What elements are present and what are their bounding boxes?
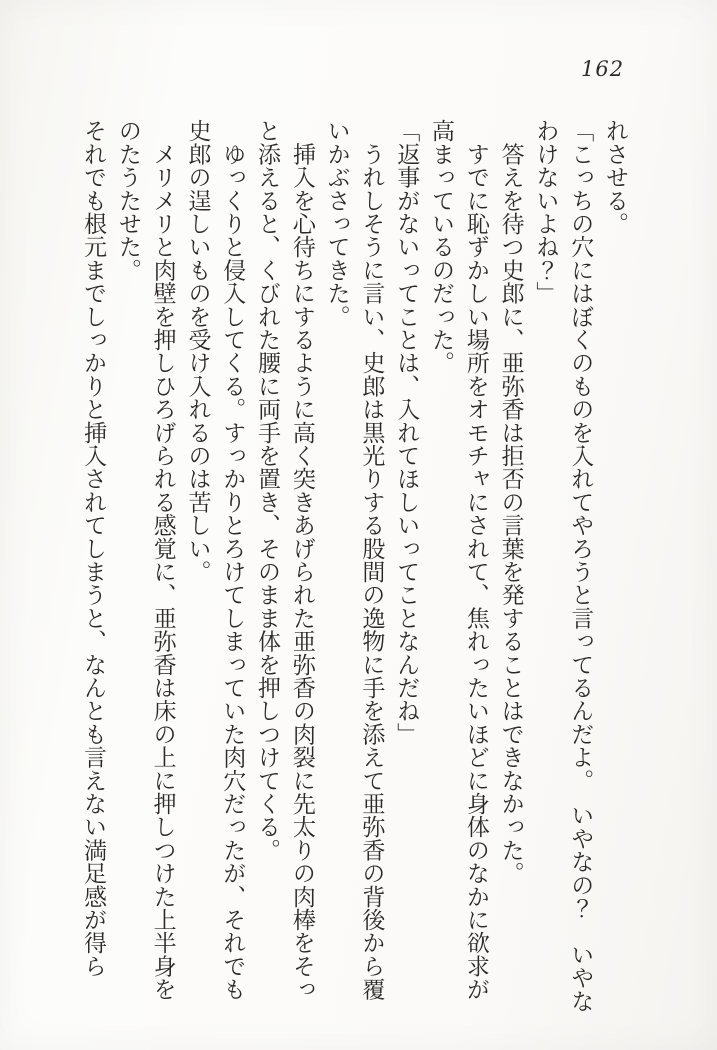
text-line: それでも根元までしっかりと挿入されてしまうと、なんとも言えない満足感が得ら — [80, 119, 107, 978]
text-line: うれしそうに言い、史郎は黒光りする股間の逸物に手を添えて亜弥香の背後から覆 — [358, 119, 385, 1001]
text-line: と添えると、くびれた腰に両手を置き、そのまま体を押しつけてくる。 — [254, 119, 281, 862]
page-number: 162 — [581, 57, 625, 81]
text-line: 「返事がないってことは、入れてほしいってことなんだね」 — [393, 119, 420, 746]
text-line: メリメリと肉壁を押しひろげられる感覚に、亜弥香は床の上に押しつけた上半身を — [149, 119, 176, 1001]
text-line: わけないよね？」 — [532, 119, 559, 305]
text-line: 挿入を心待ちにするように高く突きあげられた亜弥香の肉裂に先太りの肉棒をそっ — [288, 119, 315, 1001]
text-line: 高まっているのだった。 — [428, 119, 455, 375]
text-line: のたうたせた。 — [114, 119, 141, 282]
text-line: 史郎の逞しいものを受け入れるのは苦しい。 — [184, 119, 211, 583]
text-line: れさせる。 — [602, 119, 628, 235]
text-line: ゆっくりと侵入してくる。すっかりとろけてしまっていた肉穴だったが、それでも — [219, 119, 246, 1001]
text-block — [75, 119, 632, 1025]
text-line: いかぶさってきた。 — [323, 119, 350, 328]
text-line: すでに恥ずかしい場所をオモチャにされて、焦れったいほどに身体のなかに欲求が — [462, 119, 489, 1001]
text-line: 答えを待つ史郎に、亜弥香は拒否の言葉を発することはできなかった。 — [497, 119, 524, 885]
text-line: 「こっちの穴にはぼくのものを入れてやろうと言ってるんだよ。 いやなの？ いやな — [567, 119, 594, 1013]
